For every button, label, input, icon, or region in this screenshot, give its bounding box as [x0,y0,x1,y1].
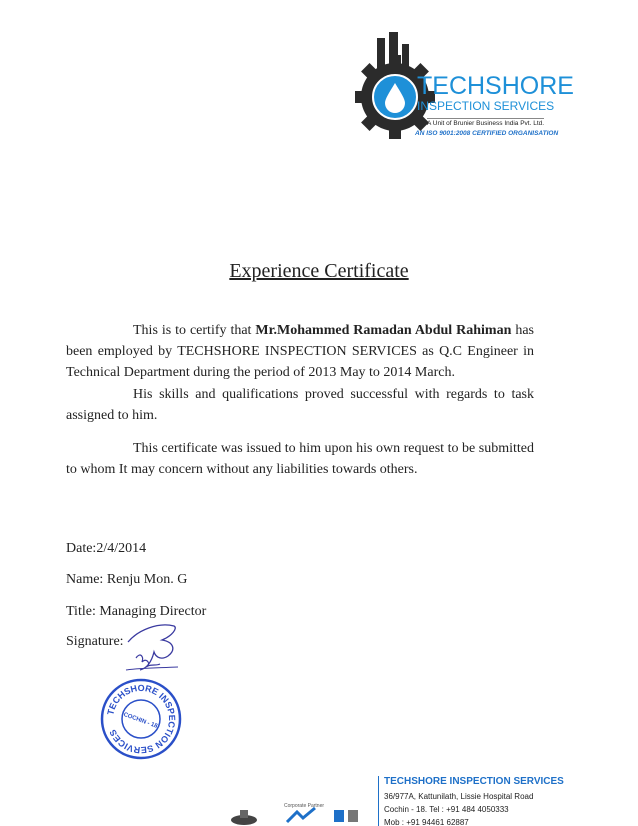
company-seal [100,678,182,760]
footer-address: 36/977A, Kattunilath, Lissie Hospital Road [384,792,534,801]
certificate-title: Experience Certificate [229,260,409,282]
certificate-paragraph-2 [66,384,534,426]
certificate-paragraph-1 [66,320,534,383]
seal-city: COCHIN - 18 [122,711,159,730]
footer-company-name: TECHSHORE INSPECTION SERVICES [384,776,564,787]
brand-subtitle: INSPECTION SERVICES [417,99,555,113]
employee-name: Mr.Mohammed Ramadan Abdul Rahiman [255,323,512,338]
issue-date: Date:2/4/2014 [66,541,147,556]
p3-text: This certificate was issued to him upon his own request to be submitted to whom It may concern without any liabilities towards others. [66,441,534,477]
brand-unit-line: A Unit of Brunier Business India Pvt. Ltd. [427,120,545,127]
partner-logo-1 [228,804,260,826]
p1-intro: This is to certify that [133,323,256,338]
iso-certification-line: AN ISO 9001:2008 CERTIFIED ORGANISATION [415,130,559,137]
footer-divider [378,776,379,826]
signatory-title: Title: Managing Director [66,604,207,619]
partner-logo-3 [332,804,362,826]
partner-label: Corporate Partner [284,803,325,809]
p2-text: His skills and qualifications proved successful with regards to task assigned to him. [66,387,534,423]
signatory-name: Name: Renju Mon. G [66,572,188,587]
partner-logo-2 [285,804,317,826]
certificate-paragraph-3 [66,438,534,480]
brand-name: TECHSHORE [417,72,574,100]
footer-mobile: Mob : +91 94461 62887 [384,818,469,826]
p1-body: has been employed by TECHSHORE INSPECTION SERVICES as Q.C Engineer in Technical Department during the period of 2013 May to 2014 March. [66,323,534,380]
signature-label: Signature: [66,634,124,649]
footer-phone: Cochin - 18. Tel : +91 484 4050333 [384,805,509,814]
handwritten-signature [118,612,188,682]
seal-outer-text: TECHSHORE INSPECTION SERVICES [105,682,178,756]
company-logo [355,30,575,150]
